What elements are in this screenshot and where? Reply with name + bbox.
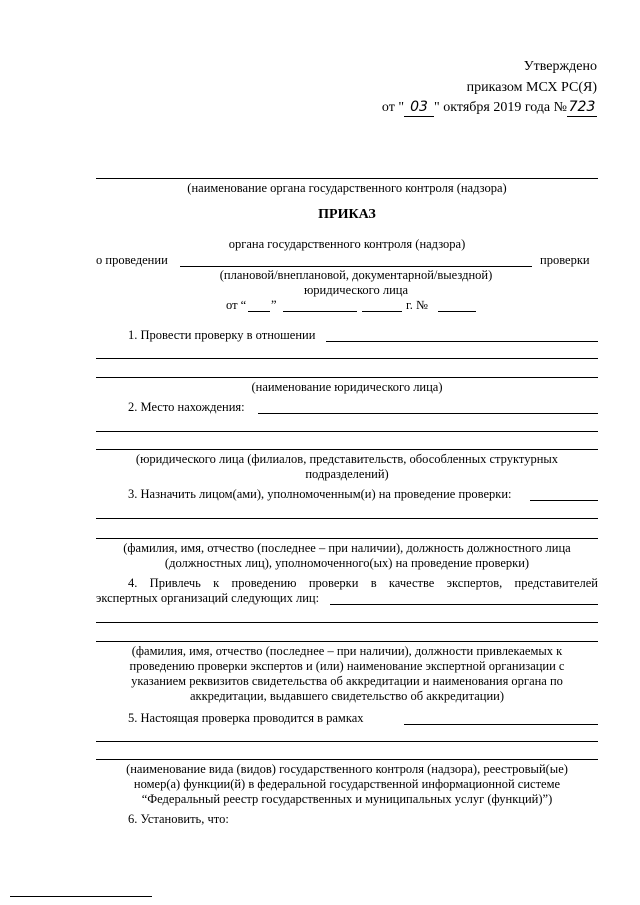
document-subtitle: органа государственного контроля (надзора) [228,237,466,251]
approval-line-3 [382,99,597,117]
item-4-line-4 [96,641,598,642]
item-4-caption-line-2: проведению проверки экспертов и (или) наименование экспертной организации с [129,659,565,673]
item-2: 2. Место нахождения: [128,400,245,414]
date-month-underline [283,311,357,312]
item-4-underline [330,604,598,605]
item-3-underline [530,500,598,501]
approval-line-1: Утверждено [523,59,597,74]
approval-date-prefix: от " [381,100,405,115]
item-3: 3. Назначить лицом(ами), уполномоченным(и) на проведение проверки: [128,487,512,501]
inspection-number-prefix: г. № [406,298,428,312]
item-2-line-3 [96,449,598,450]
inspection-prefix: о проведении [96,253,168,267]
item-5-caption-line-1: (наименование вида (видов) государственного контроля (надзора), реестровый(ые) [126,762,568,776]
inspection-date-prefix: от “ [226,298,247,312]
item-4-caption-line-4: аккредитации, выдавшего свидетельство об аккредитации) [189,689,505,703]
item-4-line-1: 4. Привлечь к проведению проверки в качестве экспертов, представителей [128,576,598,590]
item-5: 5. Настоящая проверка проводится в рамках [128,711,364,725]
item-1-line-3 [96,377,598,378]
document-title: ПРИКАЗ [318,207,376,222]
number-underline [438,311,476,312]
item-2-line-2 [96,431,598,432]
item-2-caption-line-1: (юридического лица (филиалов, представительств, обособленных структурных [135,452,559,466]
item-3-caption-line-2: (должностных лиц), уполномоченного(ых) на проведение проверки) [164,556,530,570]
item-4-line-2: экспертных организаций следующих лиц: [96,591,320,605]
item-3-line-2 [96,518,598,519]
inspection-type-caption: (плановой/внеплановой, документарной/выездной) [219,268,493,282]
item-3-line-3 [96,538,598,539]
inspection-suffix: проверки [540,253,590,267]
approval-day-handwritten: 03 [404,99,434,117]
item-5-line-2 [96,741,598,742]
item-5-caption-line-3: “Федеральный реестр государственных и муниципальных услуг (функций)”) [141,792,553,806]
item-6: 6. Установить, что: [128,812,229,826]
item-1-underline [326,341,598,342]
item-1: 1. Провести проверку в отношении [128,328,316,342]
item-5-caption-line-2: номер(а) функции(й) в федеральной государственной информационной системе [133,777,561,791]
authority-caption: (наименование органа государственного контроля (надзора) [187,181,507,195]
authority-underline [96,178,598,179]
approval-number-handwritten: 723 [568,99,596,115]
date-day-underline [248,311,270,312]
footnote-rule [10,896,152,897]
date-year-underline [362,311,402,312]
item-1-caption: (наименование юридического лица) [251,380,443,394]
inspection-entity: юридического лица [303,283,409,297]
item-4-caption-line-1: (фамилия, имя, отчество (последнее – при наличии), должности привлекаемых к [131,644,563,658]
item-5-line-3 [96,759,598,760]
item-1-line-2 [96,358,598,359]
inspection-date-quote: ” [271,298,277,312]
item-5-underline [404,724,598,725]
item-4-line-3 [96,622,598,623]
item-2-underline [258,413,598,414]
inspection-type-underline [180,266,532,267]
item-2-caption-line-2: подразделений) [305,467,389,481]
item-3-caption-line-1: (фамилия, имя, отчество (последнее – при наличии), должность должностного лица [123,541,571,555]
approval-date-middle: " октября 2019 года № [434,100,567,115]
approval-line-2: приказом МСХ РС(Я) [466,80,597,95]
item-4-caption-line-3: указанием реквизитов свидетельства об аккредитации и наименования органа по [131,674,563,688]
